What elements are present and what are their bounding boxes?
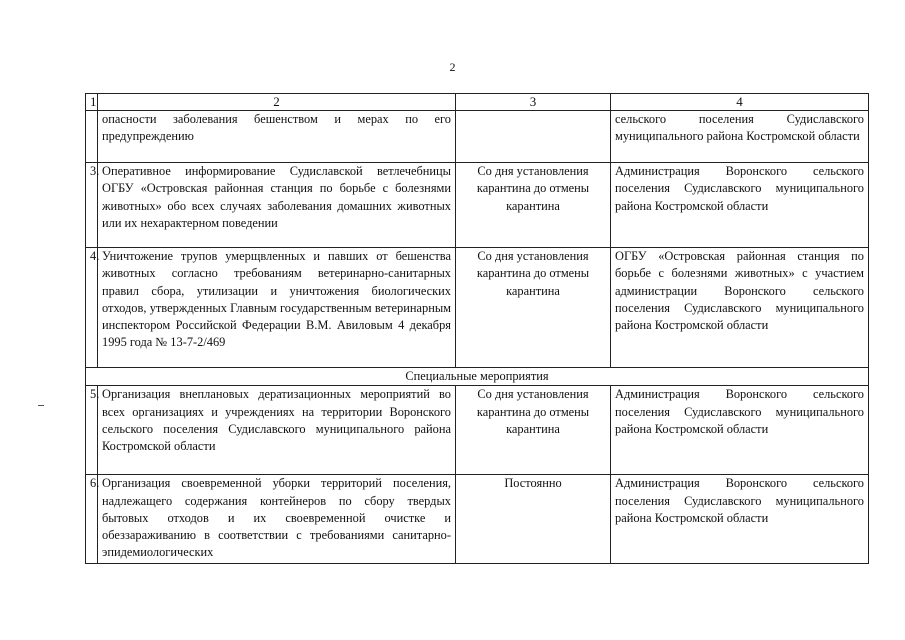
term-cell: Со дня установления карантина до отмены карантина (456, 248, 611, 368)
responsible-cell: Администрация Воронского сельского поселения Судиславского муниципального района Костромской области (611, 163, 869, 248)
row-number: 5. (86, 386, 98, 475)
table-row (86, 111, 869, 163)
section-row (86, 368, 869, 386)
action-cell: Уничтожение трупов умерщвленных и павших от бешенства животных согласно требованиям ветеринарно-санитарных правил сбора, утилизации и уничтожения биологических отходов, утвержденных Главным государственным ветеринарным инспектором Российской Федерации В.М. Авиловым 4 декабря 1995 года № 13-7-2/469 (98, 248, 456, 368)
table-row (86, 475, 869, 563)
table-row (86, 163, 869, 248)
responsible-cell: Администрация Воронского сельского поселения Судиславского муниципального района Костромской области (611, 475, 869, 563)
page-number: 2 (449, 60, 456, 74)
row-number (86, 111, 98, 163)
table-row (86, 248, 869, 368)
column-header-4: 4 (611, 94, 869, 111)
action-cell: Организация внеплановых дератизационных мероприятий во всех организациях и учреждениях на территории Воронского сельского поселения Судиславского муниципального района Костромской области (98, 386, 456, 475)
action-cell: опасности заболевания бешенством и мерах по его предупреждению (98, 111, 456, 163)
row-number: 4. (86, 248, 98, 368)
action-cell: Организация своевременной уборки территорий поселения, надлежащего содержания контейнеров по сбору твердых бытовых отходов и их своевременной очистке и обеззараживанию в соответствии с требованиями санитарно-эпидемиологических (98, 475, 456, 563)
action-cell: Оперативное информирование Судиславской ветлечебницы ОГБУ «Островская районная станция по борьбе с болезнями животных» обо всех случаях заболевания домашних животных или их нехарактерном поведении (98, 163, 456, 248)
term-cell: Со дня установления карантина до отмены карантина (456, 386, 611, 475)
column-header-3: 3 (456, 94, 611, 111)
term-cell: Постоянно (456, 475, 611, 563)
term-cell (456, 111, 611, 163)
row-number: 3. (86, 163, 98, 248)
table-row (86, 386, 869, 475)
responsible-cell: сельского поселения Судиславского муниципального района Костромской области (611, 111, 869, 163)
column-header-1: 1 (86, 94, 98, 111)
margin-mark (38, 405, 44, 406)
responsible-cell: ОГБУ «Островская районная станция по борьбе с болезнями животных» с участием администрации Воронского сельского поселения Судиславского муниципального района Костромской области (611, 248, 869, 368)
term-cell: Со дня установления карантина до отмены карантина (456, 163, 611, 248)
row-number: 6. (86, 475, 98, 563)
measures-table (85, 93, 869, 564)
responsible-cell: Администрация Воронского сельского поселения Судиславского муниципального района Костромской области (611, 386, 869, 475)
section-title: Специальные мероприятия (86, 368, 869, 386)
column-header-2: 2 (98, 94, 456, 111)
table-header-row (86, 94, 869, 111)
